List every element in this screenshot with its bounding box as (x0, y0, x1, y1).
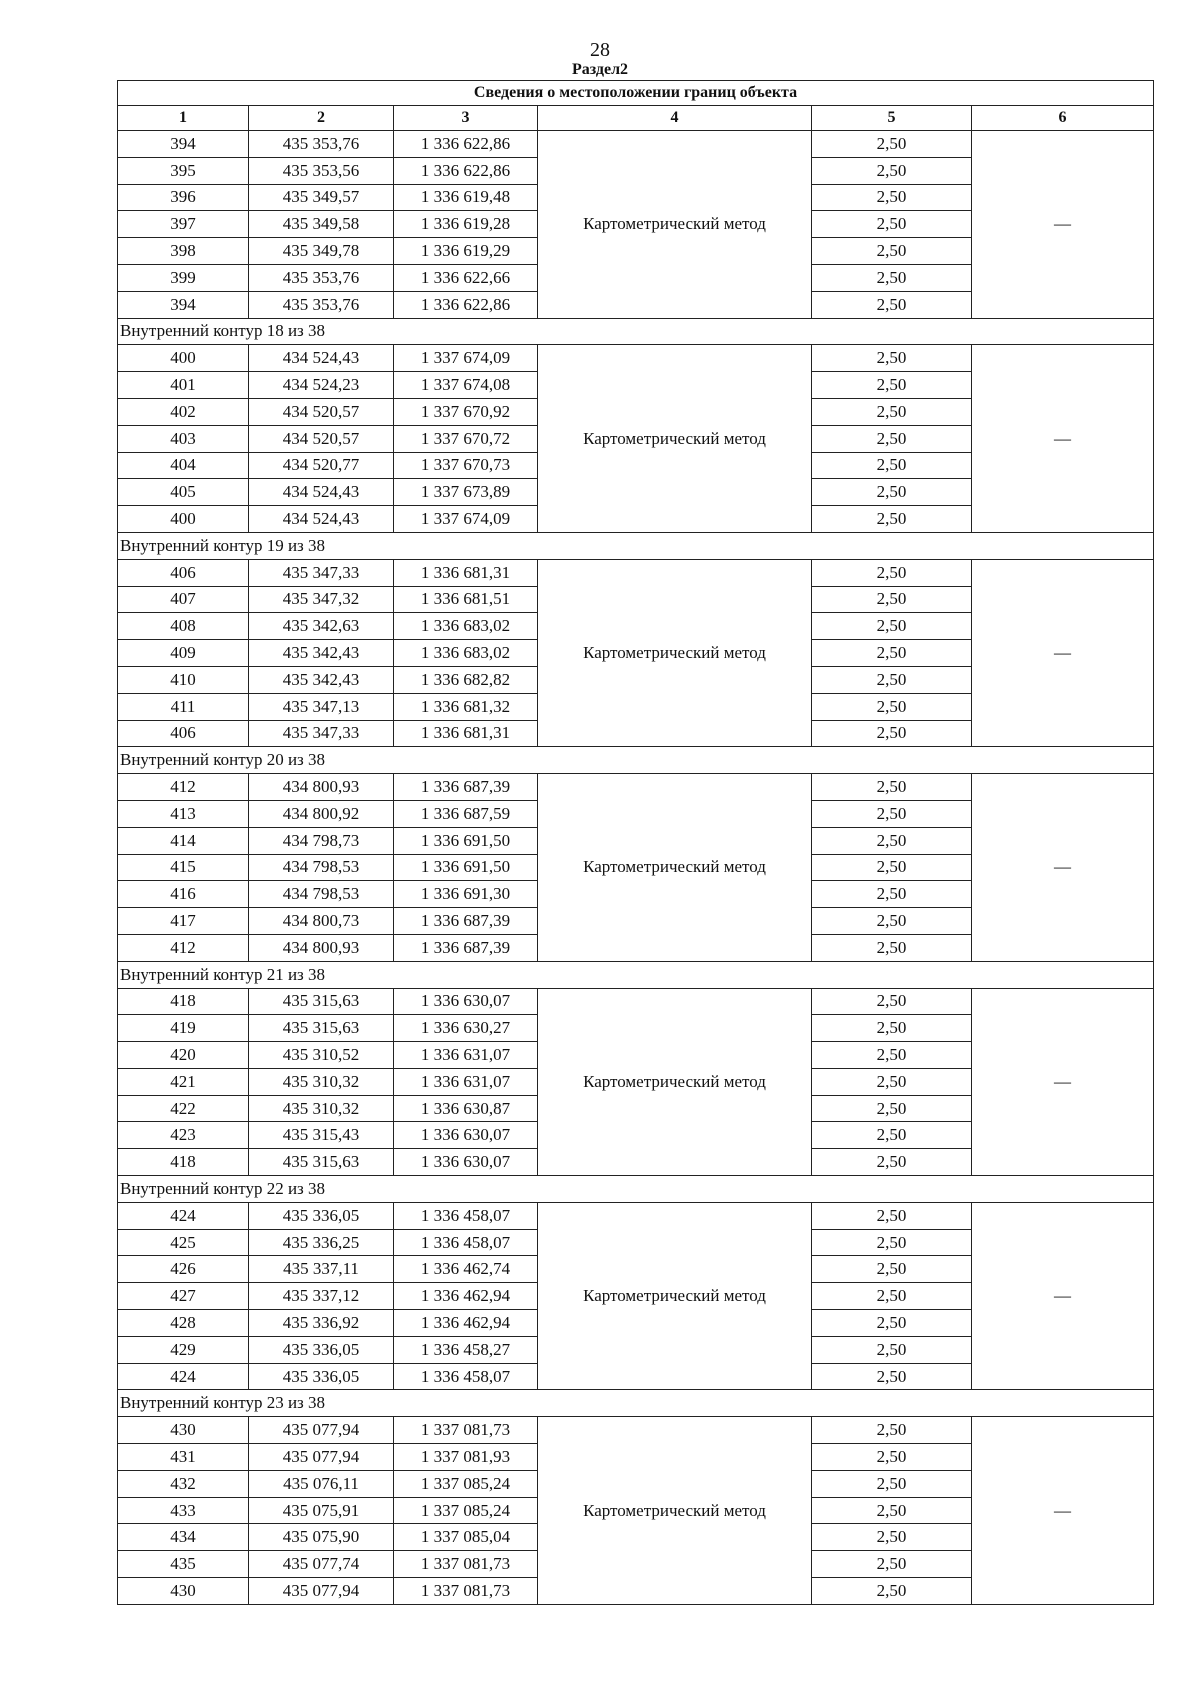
coordinate-y-cell: 1 336 630,07 (394, 1149, 538, 1176)
accuracy-cell: 2,50 (812, 1229, 972, 1256)
description-cell: — (972, 131, 1154, 319)
coordinate-y-cell: 1 337 081,73 (394, 1551, 538, 1578)
coordinate-x-cell: 434 798,53 (249, 854, 394, 881)
accuracy-cell: 2,50 (812, 934, 972, 961)
coordinate-x-cell: 435 349,58 (249, 211, 394, 238)
table-row (118, 774, 1154, 801)
accuracy-cell: 2,50 (812, 666, 972, 693)
table-row (118, 131, 1154, 158)
coordinate-y-cell: 1 337 674,09 (394, 345, 538, 372)
coordinate-y-cell: 1 336 631,07 (394, 1042, 538, 1069)
coordinate-y-cell: 1 336 619,28 (394, 211, 538, 238)
accuracy-cell: 2,50 (812, 1149, 972, 1176)
table-row (118, 988, 1154, 1015)
coordinate-y-cell: 1 337 081,73 (394, 1578, 538, 1605)
coordinate-x-cell: 435 353,56 (249, 157, 394, 184)
accuracy-cell: 2,50 (812, 184, 972, 211)
coordinate-x-cell: 435 315,63 (249, 988, 394, 1015)
coordinate-y-cell: 1 336 462,94 (394, 1283, 538, 1310)
point-number-cell: 411 (118, 693, 249, 720)
method-cell: Картометрический метод (538, 774, 812, 962)
table-row (118, 1202, 1154, 1229)
column-number-4: 4 (538, 106, 812, 131)
coordinate-y-cell: 1 336 681,32 (394, 693, 538, 720)
column-number-1: 1 (118, 106, 249, 131)
coordinate-x-cell: 435 347,32 (249, 586, 394, 613)
table-body (118, 131, 1154, 1605)
coordinate-x-cell: 435 310,32 (249, 1068, 394, 1095)
coordinate-y-cell: 1 336 687,39 (394, 934, 538, 961)
accuracy-cell: 2,50 (812, 452, 972, 479)
accuracy-cell: 2,50 (812, 800, 972, 827)
coordinate-y-cell: 1 336 622,66 (394, 264, 538, 291)
coordinate-y-cell: 1 336 462,94 (394, 1310, 538, 1337)
coordinate-y-cell: 1 336 683,02 (394, 640, 538, 667)
accuracy-cell: 2,50 (812, 372, 972, 399)
accuracy-cell: 2,50 (812, 774, 972, 801)
coordinate-x-cell: 435 353,76 (249, 291, 394, 318)
column-number-5: 5 (812, 106, 972, 131)
coordinate-x-cell: 435 315,63 (249, 1015, 394, 1042)
coordinate-x-cell: 434 524,43 (249, 479, 394, 506)
point-number-cell: 424 (118, 1202, 249, 1229)
point-number-cell: 412 (118, 934, 249, 961)
table-row (118, 559, 1154, 586)
coordinate-x-cell: 435 337,11 (249, 1256, 394, 1283)
coordinate-y-cell: 1 336 458,07 (394, 1363, 538, 1390)
accuracy-cell: 2,50 (812, 1202, 972, 1229)
accuracy-cell: 2,50 (812, 1042, 972, 1069)
point-number-cell: 397 (118, 211, 249, 238)
coordinate-y-cell: 1 337 673,89 (394, 479, 538, 506)
accuracy-cell: 2,50 (812, 1551, 972, 1578)
accuracy-cell: 2,50 (812, 1336, 972, 1363)
point-number-cell: 409 (118, 640, 249, 667)
coordinate-x-cell: 435 076,11 (249, 1470, 394, 1497)
coordinate-y-cell: 1 336 630,27 (394, 1015, 538, 1042)
point-number-cell: 401 (118, 372, 249, 399)
column-number-row (118, 106, 1154, 131)
point-number-cell: 423 (118, 1122, 249, 1149)
point-number-cell: 400 (118, 506, 249, 533)
column-number-2: 2 (249, 106, 394, 131)
method-cell: Картометрический метод (538, 1417, 812, 1605)
point-number-cell: 433 (118, 1497, 249, 1524)
point-number-cell: 408 (118, 613, 249, 640)
point-number-cell: 396 (118, 184, 249, 211)
contour-title: Внутренний контур 18 из 38 (118, 318, 1154, 345)
point-number-cell: 406 (118, 559, 249, 586)
coordinate-x-cell: 434 524,23 (249, 372, 394, 399)
point-number-cell: 395 (118, 157, 249, 184)
accuracy-cell: 2,50 (812, 1068, 972, 1095)
accuracy-cell: 2,50 (812, 1015, 972, 1042)
coordinate-y-cell: 1 337 081,93 (394, 1444, 538, 1471)
description-cell: — (972, 774, 1154, 962)
accuracy-cell: 2,50 (812, 264, 972, 291)
point-number-cell: 422 (118, 1095, 249, 1122)
point-number-cell: 399 (118, 264, 249, 291)
accuracy-cell: 2,50 (812, 1095, 972, 1122)
contour-title: Внутренний контур 23 из 38 (118, 1390, 1154, 1417)
coordinate-y-cell: 1 337 674,08 (394, 372, 538, 399)
coordinate-x-cell: 435 353,76 (249, 131, 394, 158)
accuracy-cell: 2,50 (812, 1310, 972, 1337)
point-number-cell: 394 (118, 291, 249, 318)
coordinate-y-cell: 1 336 631,07 (394, 1068, 538, 1095)
point-number-cell: 421 (118, 1068, 249, 1095)
coordinate-x-cell: 435 349,57 (249, 184, 394, 211)
description-cell: — (972, 1417, 1154, 1605)
coordinate-x-cell: 434 800,73 (249, 908, 394, 935)
point-number-cell: 426 (118, 1256, 249, 1283)
accuracy-cell: 2,50 (812, 586, 972, 613)
coordinate-y-cell: 1 337 085,24 (394, 1470, 538, 1497)
accuracy-cell: 2,50 (812, 1578, 972, 1605)
coordinate-x-cell: 434 800,93 (249, 934, 394, 961)
method-cell: Картометрический метод (538, 345, 812, 533)
coordinate-x-cell: 435 342,43 (249, 640, 394, 667)
contour-title-row (118, 1176, 1154, 1203)
accuracy-cell: 2,50 (812, 1497, 972, 1524)
coordinate-x-cell: 435 336,05 (249, 1336, 394, 1363)
coordinate-x-cell: 434 800,92 (249, 800, 394, 827)
point-number-cell: 405 (118, 479, 249, 506)
accuracy-cell: 2,50 (812, 1470, 972, 1497)
accuracy-cell: 2,50 (812, 827, 972, 854)
coordinate-x-cell: 435 336,92 (249, 1310, 394, 1337)
page-number: 28 (590, 39, 610, 61)
coordinate-x-cell: 435 353,76 (249, 264, 394, 291)
coordinate-y-cell: 1 337 085,04 (394, 1524, 538, 1551)
method-cell: Картометрический метод (538, 988, 812, 1176)
coordinate-x-cell: 434 520,57 (249, 425, 394, 452)
accuracy-cell: 2,50 (812, 238, 972, 265)
coordinate-y-cell: 1 337 085,24 (394, 1497, 538, 1524)
coordinate-x-cell: 435 342,43 (249, 666, 394, 693)
coordinate-x-cell: 434 520,77 (249, 452, 394, 479)
point-number-cell: 430 (118, 1417, 249, 1444)
accuracy-cell: 2,50 (812, 506, 972, 533)
method-cell: Картометрический метод (538, 559, 812, 747)
coordinate-y-cell: 1 336 687,59 (394, 800, 538, 827)
column-number-6: 6 (972, 106, 1154, 131)
description-cell: — (972, 1202, 1154, 1390)
coordinate-y-cell: 1 336 622,86 (394, 291, 538, 318)
coordinate-y-cell: 1 336 630,07 (394, 1122, 538, 1149)
coordinate-y-cell: 1 337 081,73 (394, 1417, 538, 1444)
coordinate-y-cell: 1 336 622,86 (394, 157, 538, 184)
coordinate-y-cell: 1 337 670,72 (394, 425, 538, 452)
accuracy-cell: 2,50 (812, 1283, 972, 1310)
coordinate-x-cell: 434 798,73 (249, 827, 394, 854)
point-number-cell: 434 (118, 1524, 249, 1551)
table-row (118, 345, 1154, 372)
coordinate-x-cell: 435 347,13 (249, 693, 394, 720)
coordinate-y-cell: 1 336 682,82 (394, 666, 538, 693)
coordinate-y-cell: 1 336 630,87 (394, 1095, 538, 1122)
coordinate-x-cell: 434 800,93 (249, 774, 394, 801)
point-number-cell: 428 (118, 1310, 249, 1337)
point-number-cell: 398 (118, 238, 249, 265)
coordinate-y-cell: 1 336 462,74 (394, 1256, 538, 1283)
accuracy-cell: 2,50 (812, 1122, 972, 1149)
coordinate-x-cell: 435 315,43 (249, 1122, 394, 1149)
contour-title-row (118, 747, 1154, 774)
accuracy-cell: 2,50 (812, 1256, 972, 1283)
point-number-cell: 418 (118, 1149, 249, 1176)
contour-title-row (118, 318, 1154, 345)
section-title: Раздел2 (571, 61, 629, 78)
coordinate-x-cell: 435 347,33 (249, 559, 394, 586)
coordinate-y-cell: 1 336 458,27 (394, 1336, 538, 1363)
accuracy-cell: 2,50 (812, 881, 972, 908)
accuracy-cell: 2,50 (812, 425, 972, 452)
coordinate-x-cell: 435 310,52 (249, 1042, 394, 1069)
accuracy-cell: 2,50 (812, 854, 972, 881)
point-number-cell: 432 (118, 1470, 249, 1497)
coordinate-x-cell: 434 524,43 (249, 345, 394, 372)
coordinate-x-cell: 435 077,94 (249, 1444, 394, 1471)
accuracy-cell: 2,50 (812, 345, 972, 372)
coordinate-x-cell: 435 310,32 (249, 1095, 394, 1122)
coordinate-y-cell: 1 336 687,39 (394, 774, 538, 801)
point-number-cell: 425 (118, 1229, 249, 1256)
point-number-cell: 419 (118, 1015, 249, 1042)
point-number-cell: 403 (118, 425, 249, 452)
coordinate-y-cell: 1 336 681,31 (394, 559, 538, 586)
contour-title-row (118, 961, 1154, 988)
point-number-cell: 431 (118, 1444, 249, 1471)
coordinate-y-cell: 1 336 691,50 (394, 854, 538, 881)
coordinate-x-cell: 435 336,05 (249, 1363, 394, 1390)
coordinate-x-cell: 435 336,25 (249, 1229, 394, 1256)
point-number-cell: 418 (118, 988, 249, 1015)
accuracy-cell: 2,50 (812, 1444, 972, 1471)
description-cell: — (972, 345, 1154, 533)
contour-title: Внутренний контур 19 из 38 (118, 532, 1154, 559)
point-number-cell: 427 (118, 1283, 249, 1310)
point-number-cell: 420 (118, 1042, 249, 1069)
coordinate-y-cell: 1 336 691,30 (394, 881, 538, 908)
accuracy-cell: 2,50 (812, 1524, 972, 1551)
point-number-cell: 424 (118, 1363, 249, 1390)
description-cell: — (972, 559, 1154, 747)
contour-title: Внутренний контур 21 из 38 (118, 961, 1154, 988)
accuracy-cell: 2,50 (812, 211, 972, 238)
accuracy-cell: 2,50 (812, 291, 972, 318)
coordinate-x-cell: 435 336,05 (249, 1202, 394, 1229)
coordinate-y-cell: 1 336 458,07 (394, 1229, 538, 1256)
coordinate-x-cell: 434 524,43 (249, 506, 394, 533)
contour-title: Внутренний контур 20 из 38 (118, 747, 1154, 774)
point-number-cell: 407 (118, 586, 249, 613)
coordinate-y-cell: 1 336 681,31 (394, 720, 538, 747)
coordinate-y-cell: 1 337 670,92 (394, 398, 538, 425)
contour-title: Внутренний контур 22 из 38 (118, 1176, 1154, 1203)
point-number-cell: 400 (118, 345, 249, 372)
accuracy-cell: 2,50 (812, 988, 972, 1015)
coordinate-x-cell: 435 077,94 (249, 1578, 394, 1605)
description-cell: — (972, 988, 1154, 1176)
accuracy-cell: 2,50 (812, 398, 972, 425)
point-number-cell: 416 (118, 881, 249, 908)
coordinate-y-cell: 1 337 674,09 (394, 506, 538, 533)
coordinate-y-cell: 1 336 683,02 (394, 613, 538, 640)
coordinate-y-cell: 1 336 691,50 (394, 827, 538, 854)
column-number-3: 3 (394, 106, 538, 131)
coordinate-y-cell: 1 336 619,48 (394, 184, 538, 211)
point-number-cell: 402 (118, 398, 249, 425)
point-number-cell: 404 (118, 452, 249, 479)
point-number-cell: 394 (118, 131, 249, 158)
coordinate-x-cell: 435 337,12 (249, 1283, 394, 1310)
point-number-cell: 413 (118, 800, 249, 827)
point-number-cell: 415 (118, 854, 249, 881)
coordinate-x-cell: 435 075,90 (249, 1524, 394, 1551)
coordinate-y-cell: 1 336 458,07 (394, 1202, 538, 1229)
coordinate-x-cell: 435 077,94 (249, 1417, 394, 1444)
accuracy-cell: 2,50 (812, 1363, 972, 1390)
point-number-cell: 429 (118, 1336, 249, 1363)
accuracy-cell: 2,50 (812, 613, 972, 640)
table-row (118, 1417, 1154, 1444)
table-caption: Сведения о местоположении границ объекта (118, 81, 1154, 106)
coordinate-y-cell: 1 336 681,51 (394, 586, 538, 613)
method-cell: Картометрический метод (538, 1202, 812, 1390)
point-number-cell: 414 (118, 827, 249, 854)
coordinate-x-cell: 435 075,91 (249, 1497, 394, 1524)
coordinate-x-cell: 435 349,78 (249, 238, 394, 265)
point-number-cell: 410 (118, 666, 249, 693)
coordinate-y-cell: 1 336 630,07 (394, 988, 538, 1015)
point-number-cell: 406 (118, 720, 249, 747)
coordinate-y-cell: 1 336 622,86 (394, 131, 538, 158)
accuracy-cell: 2,50 (812, 131, 972, 158)
point-number-cell: 430 (118, 1578, 249, 1605)
point-number-cell: 412 (118, 774, 249, 801)
coordinate-x-cell: 434 520,57 (249, 398, 394, 425)
accuracy-cell: 2,50 (812, 559, 972, 586)
accuracy-cell: 2,50 (812, 693, 972, 720)
coordinate-x-cell: 435 342,63 (249, 613, 394, 640)
coordinate-x-cell: 434 798,53 (249, 881, 394, 908)
accuracy-cell: 2,50 (812, 157, 972, 184)
accuracy-cell: 2,50 (812, 720, 972, 747)
coordinate-y-cell: 1 336 619,29 (394, 238, 538, 265)
coordinate-x-cell: 435 347,33 (249, 720, 394, 747)
accuracy-cell: 2,50 (812, 908, 972, 935)
method-cell: Картометрический метод (538, 131, 812, 319)
accuracy-cell: 2,50 (812, 479, 972, 506)
boundary-coordinates-table (117, 80, 1154, 1605)
contour-title-row (118, 1390, 1154, 1417)
point-number-cell: 417 (118, 908, 249, 935)
coordinate-x-cell: 435 077,74 (249, 1551, 394, 1578)
accuracy-cell: 2,50 (812, 1417, 972, 1444)
accuracy-cell: 2,50 (812, 640, 972, 667)
coordinate-y-cell: 1 337 670,73 (394, 452, 538, 479)
point-number-cell: 435 (118, 1551, 249, 1578)
contour-title-row (118, 532, 1154, 559)
coordinate-x-cell: 435 315,63 (249, 1149, 394, 1176)
coordinate-y-cell: 1 336 687,39 (394, 908, 538, 935)
